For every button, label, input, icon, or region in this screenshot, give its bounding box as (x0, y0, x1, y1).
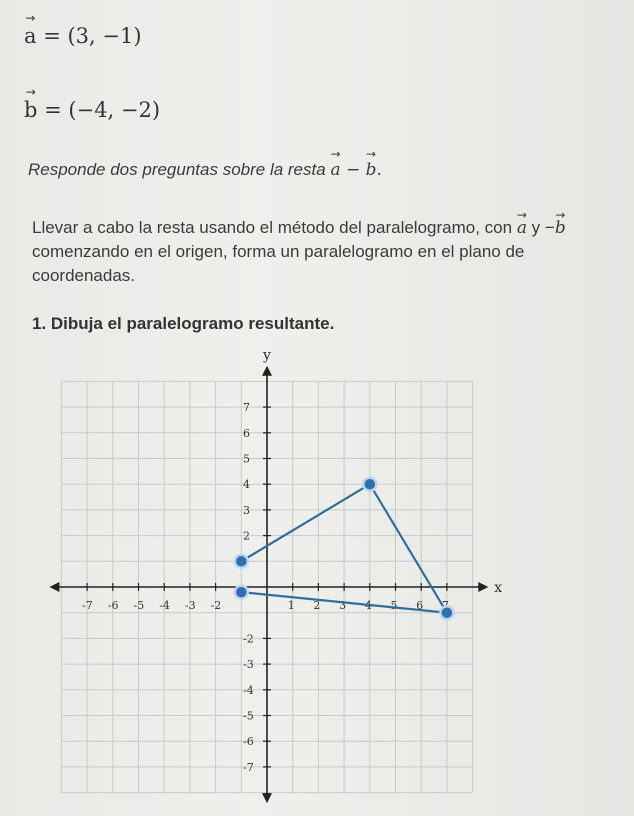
y-tick-label: -7 (243, 760, 254, 774)
y-tick-label: 6 (243, 426, 250, 440)
prompt-vec-a: → a (330, 160, 340, 180)
prompt-vec-b: → b (366, 160, 377, 180)
y-tick-label: -3 (243, 658, 254, 672)
instruction-line-1 (32, 216, 632, 240)
vector-a-value: = (3, −1) (43, 24, 142, 48)
x-axis-arrow-right (478, 582, 488, 592)
x-tick-label: -6 (107, 599, 119, 612)
y-tick-label: 3 (243, 503, 250, 517)
draggable-point[interactable] (440, 606, 453, 619)
x-tick-label: 3 (339, 599, 347, 612)
parallelogram-side (370, 484, 447, 613)
coordinate-plane[interactable] (0, 350, 634, 811)
y-tick-label: -6 (243, 735, 254, 749)
parallelogram-side (241, 484, 369, 561)
y-tick-label: 5 (243, 452, 250, 466)
y-tick-label: 4 (243, 478, 250, 492)
y-tick-label: -4 (243, 683, 254, 697)
instruction-paragraph (32, 216, 632, 288)
x-tick-label: 2 (313, 599, 321, 612)
question-prompt (28, 160, 382, 180)
x-tick-label: 6 (416, 599, 424, 612)
draggable-point[interactable] (235, 555, 248, 568)
coordinate-plane-area[interactable] (0, 350, 634, 811)
prompt-text: Responde dos preguntas sobre la resta (28, 160, 326, 179)
vector-a-symbol: → a (24, 24, 37, 48)
x-axis-arrow-left (49, 582, 59, 592)
instruction-line-2: comenzando en el origen, forma un paralelogramo en el plano de (32, 242, 525, 261)
draggable-point[interactable] (235, 586, 248, 599)
vector-b-definition (24, 98, 160, 122)
x-tick-label: -7 (82, 599, 93, 612)
instruction-line-3: coordenadas. (32, 266, 136, 285)
instruction-y-word: y − (526, 218, 555, 237)
draggable-point[interactable] (363, 478, 376, 491)
instruction-line-1-text: Llevar a cabo la resta usando el método del paralelogramo, con (32, 218, 513, 237)
y-tick-label: -2 (243, 632, 254, 646)
y-tick-label: 7 (243, 401, 250, 415)
x-tick-label: 1 (287, 599, 295, 612)
y-axis-label: y (263, 350, 271, 364)
y-axis-arrow-down (262, 793, 272, 803)
vector-b-value: = (−4, −2) (44, 98, 161, 122)
x-tick-label: 5 (390, 599, 398, 612)
instruction-vec-a: → a (517, 216, 527, 240)
y-axis-arrow-up (262, 366, 272, 376)
x-tick-label: -5 (133, 599, 145, 612)
y-tick-label: 2 (243, 529, 250, 543)
prompt-minus: − (340, 160, 366, 180)
vector-b-symbol: → b (24, 98, 37, 122)
prompt-period: . (376, 160, 382, 180)
prompt-expression (330, 160, 382, 180)
question-1-heading: 1. Dibuja el paralelogramo resultante. (32, 314, 335, 333)
x-tick-label: -2 (210, 599, 222, 612)
y-tick-label: -5 (243, 709, 254, 723)
vector-a-definition (24, 24, 142, 48)
x-tick-label: -3 (184, 599, 196, 612)
x-axis-label: x (494, 580, 503, 596)
x-tick-label: -4 (159, 599, 170, 612)
instruction-vec-b: → b (555, 216, 566, 240)
